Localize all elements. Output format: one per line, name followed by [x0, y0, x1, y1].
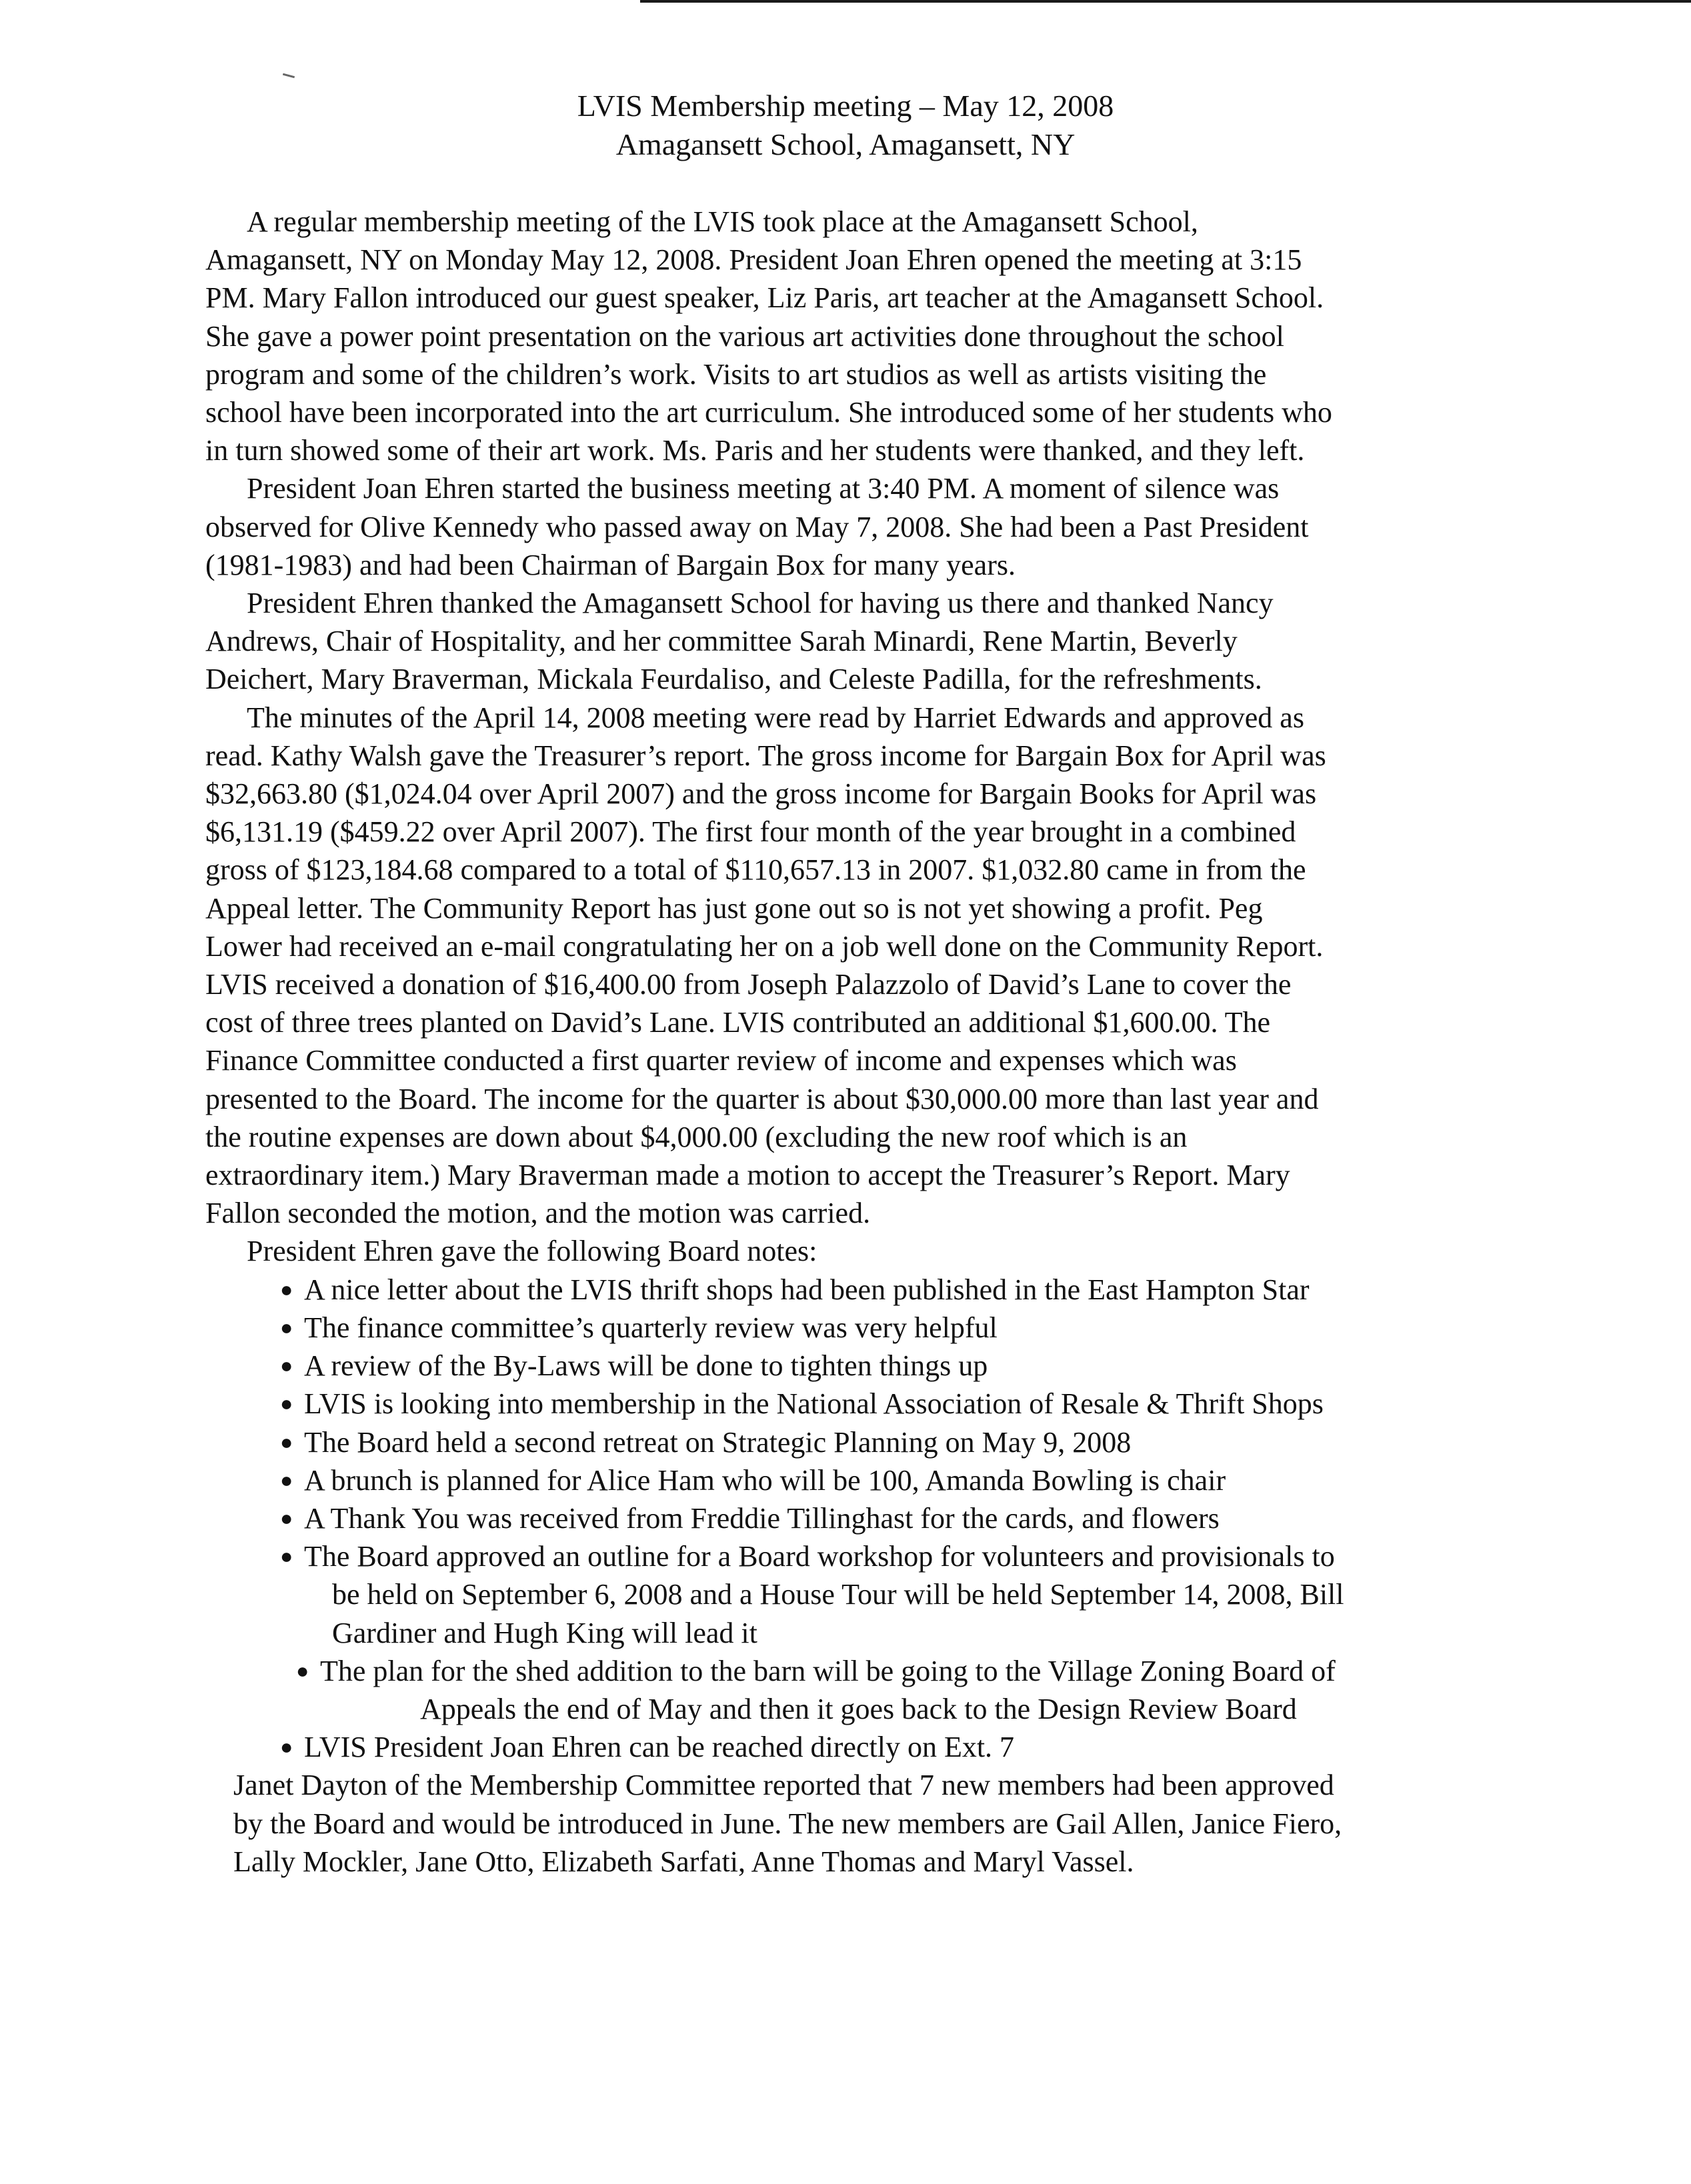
list-item: ● The Board held a second retreat on Strategic Planning on May 9, 2008 — [205, 1423, 1566, 1461]
text-line: by the Board and would be introduced in June. The new members are Gail Allen, Janice Fiero, — [233, 1807, 1342, 1840]
text-line: program and some of the children’s work. Visits to art studios as well as artists visiting the — [205, 357, 1267, 391]
bullet-icon: ● — [280, 1353, 293, 1378]
bullet-icon: ● — [280, 1315, 293, 1339]
text-line: the routine expenses are down about $4,000.00 (excluding the new roof which is an — [205, 1120, 1188, 1153]
text-line: President Joan Ehren started the business meeting at 3:40 PM. A moment of silence was — [247, 472, 1280, 505]
list-item-continuation: Appeals the end of May and then it goes back to the Design Review Board — [420, 1692, 1297, 1725]
list-item: ● A Thank You was received from Freddie Tillinghast for the cards, and flowers — [205, 1499, 1566, 1537]
bullet-icon: ● — [280, 1467, 293, 1492]
text-line: extraordinary item.) Mary Braverman made a motion to accept the Treasurer’s Report. Mary — [205, 1159, 1290, 1192]
text-line: Fallon seconded the motion, and the motion was carried. — [205, 1197, 871, 1230]
list-item: ● A nice letter about the LVIS thrift shops had been published in the East Hampton Star — [205, 1271, 1566, 1309]
list-item: ● A brunch is planned for Alice Ham who will be 100, Amanda Bowling is chair — [205, 1461, 1566, 1499]
text-line: cost of three trees planted on David’s Lane. LVIS contributed an additional $1,600.00. The — [205, 1006, 1271, 1039]
list-item: ● A review of the By-Laws will be done to tighten things up — [205, 1347, 1566, 1385]
text-line: Finance Committee conducted a first quarter review of income and expenses which was — [205, 1044, 1237, 1077]
bullet-icon: ● — [296, 1658, 309, 1683]
scan-speck — [283, 73, 295, 79]
text-line: (1981-1983) and had been Chairman of Bargain Box for many years. — [205, 548, 1016, 581]
text-line: presented to the Board. The income for the quarter is about $30,000.00 more than last year and — [205, 1082, 1319, 1115]
list-item: ● LVIS President Joan Ehren can be reached directly on Ext. 7 — [205, 1728, 1566, 1766]
text-line: Lally Mockler, Jane Otto, Elizabeth Sarfati, Anne Thomas and Maryl Vassel. — [233, 1845, 1134, 1878]
text-line: in turn showed some of their art work. Ms. Paris and her students were thanked, and they left. — [205, 434, 1305, 467]
text-line: school have been incorporated into the art curriculum. She introduced some of her students who — [205, 396, 1332, 429]
scan-edge — [640, 0, 1691, 3]
bullet-icon: ● — [280, 1391, 293, 1416]
text-line: observed for Olive Kennedy who passed away on May 7, 2008. She had been a Past President — [205, 510, 1309, 543]
bullet-icon: ● — [280, 1544, 293, 1569]
text-line: President Ehren thanked the Amagansett School for having us there and thanked Nancy — [247, 587, 1274, 620]
document-header — [0, 87, 1691, 164]
text-line: $6,131.19 ($459.22 over April 2007). The first four month of the year brought in a combined — [205, 815, 1296, 849]
paragraph-treasurer-report — [205, 699, 1566, 1233]
bullet-icon: ● — [280, 1429, 293, 1454]
list-item-continuation: Gardiner and Hugh King will lead it — [332, 1616, 757, 1649]
board-notes-list — [205, 1271, 1566, 1767]
text-line: The minutes of the April 14, 2008 meeting were read by Harriet Edwards and approved as — [247, 701, 1304, 734]
text-line: Amagansett, NY on Monday May 12, 2008. President Joan Ehren opened the meeting at 3:15 — [205, 243, 1302, 277]
document-body — [205, 203, 1566, 1881]
text-line: Andrews, Chair of Hospitality, and her committee Sarah Minardi, Rene Martin, Beverly — [205, 625, 1238, 658]
text-line: PM. Mary Fallon introduced our guest speaker, Liz Paris, art teacher at the Amagansett School. — [205, 281, 1324, 315]
text-line: Appeal letter. The Community Report has just gone out so is not yet showing a profit. Peg — [205, 891, 1263, 925]
bullet-icon: ● — [280, 1735, 293, 1759]
paragraph-business-meeting — [205, 469, 1566, 584]
text-line: Janet Dayton of the Membership Committee reported that 7 new members had been approved — [233, 1769, 1334, 1802]
document-location: Amagansett School, Amagansett, NY — [615, 127, 1076, 161]
paragraph-membership-report — [205, 1766, 1566, 1881]
list-item: ● LVIS is looking into membership in the National Association of Resale & Thrift Shops — [205, 1385, 1566, 1423]
list-item: ● The finance committee’s quarterly review was very helpful — [205, 1309, 1566, 1347]
text-line: Lower had received an e-mail congratulating her on a job well done on the Community Report. — [205, 929, 1324, 963]
list-item-continuation: be held on September 6, 2008 and a House Tour will be held September 14, 2008, Bill — [332, 1578, 1344, 1611]
text-line: gross of $123,184.68 compared to a total of $110,657.13 in 2007. $1,032.80 came in from the — [205, 853, 1306, 887]
bullet-icon: ● — [280, 1505, 293, 1530]
text-line: She gave a power point presentation on the various art activities done throughout the school — [205, 319, 1284, 353]
paragraph-guest-speaker — [205, 203, 1566, 469]
list-item: ● The plan for the shed addition to the barn will be going to the Village Zoning Board of — [205, 1652, 1566, 1690]
bullet-icon: ● — [280, 1277, 293, 1301]
text-line: LVIS received a donation of $16,400.00 from Joseph Palazzolo of David’s Lane to cover the — [205, 968, 1292, 1001]
text-line: A regular membership meeting of the LVIS took place at the Amagansett School, — [247, 205, 1198, 238]
text-line: President Ehren gave the following Board notes: — [247, 1235, 817, 1268]
list-item: ● The Board approved an outline for a Board workshop for volunteers and provisionals to — [205, 1537, 1566, 1575]
paragraph-board-notes-intro — [205, 1232, 1566, 1270]
text-line: $32,663.80 ($1,024.04 over April 2007) and the gross income for Bargain Books for April was — [205, 777, 1317, 811]
paragraph-thanks — [205, 584, 1566, 699]
text-line: read. Kathy Walsh gave the Treasurer’s report. The gross income for Bargain Box for April was — [205, 739, 1326, 772]
text-line: Deichert, Mary Braverman, Mickala Feurdaliso, and Celeste Padilla, for the refreshments. — [205, 663, 1262, 696]
document-title: LVIS Membership meeting – May 12, 2008 — [577, 89, 1114, 123]
